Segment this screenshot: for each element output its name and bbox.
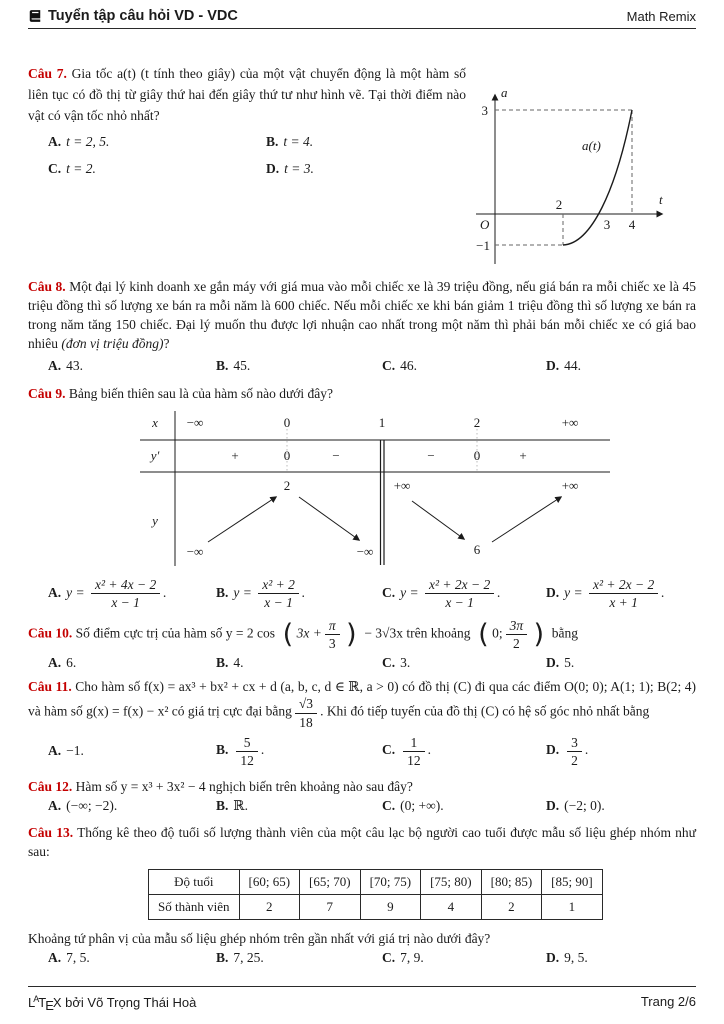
option-label: C.	[382, 584, 396, 600]
option-value: 3.	[400, 655, 411, 671]
vt-y-min: 6	[473, 542, 481, 557]
option-value: 6.	[66, 655, 77, 671]
question-11-paragraph	[28, 677, 696, 729]
table-cell: [70; 75)	[360, 869, 421, 894]
latex-logo: $L^ATEX$	[28, 994, 62, 1013]
vt-y-max: 2	[283, 478, 291, 493]
question-7-options	[28, 134, 466, 177]
vt-yprime-zero: 0	[283, 448, 291, 463]
vt-y-minusinf: −∞	[186, 544, 204, 559]
option-label: B.	[266, 134, 279, 149]
question-13-text: Thống kê theo độ tuổi số lượng thành viên của một câu lạc bộ người cao tuổi được mẫu số liệu ghép nhóm như sau:	[28, 824, 696, 859]
vt-arrow-down	[412, 501, 464, 539]
origin-label: O	[480, 217, 490, 232]
question-11	[28, 677, 696, 767]
option-c	[382, 358, 546, 374]
option-c	[382, 735, 546, 768]
book-icon	[28, 9, 42, 23]
table-cell: 9	[360, 894, 421, 919]
table-cell: Số thành viên	[149, 894, 240, 919]
table-cell: [85; 90]	[542, 869, 603, 894]
vt-y-minusinf: −∞	[356, 544, 374, 559]
option-label: D.	[546, 742, 560, 758]
option-value: 5.	[564, 655, 575, 671]
option-b	[216, 735, 382, 768]
option-a	[48, 655, 216, 671]
question-10	[28, 618, 696, 671]
question-8	[28, 277, 696, 374]
question-13-label: Câu 13.	[28, 824, 74, 840]
option-d	[546, 655, 696, 671]
acceleration-curve	[563, 110, 632, 245]
vt-x-val: +∞	[561, 415, 579, 430]
tick-t3: 3	[603, 217, 611, 232]
vt-x-label: x	[152, 415, 158, 430]
table-cell: [60; 65)	[239, 869, 300, 894]
option-value: (0; +∞).	[400, 797, 444, 813]
page-footer	[28, 986, 696, 1013]
table-cell: 2	[481, 894, 542, 919]
option-c	[382, 655, 546, 671]
table-row-values	[149, 894, 603, 919]
frequency-table	[148, 869, 603, 920]
option-label: C.	[382, 358, 396, 373]
big-paren-open: (	[474, 618, 492, 650]
option-b	[216, 358, 382, 374]
question-12-label: Câu 12.	[28, 778, 73, 794]
question-9-paragraph	[28, 384, 696, 403]
option-value: ℝ.	[233, 797, 248, 813]
option-label: A.	[48, 358, 62, 373]
table-row-header	[149, 869, 603, 894]
vt-yprime-label: y′	[150, 448, 160, 463]
question-8-options	[28, 358, 696, 374]
option-value: 7, 25.	[233, 949, 264, 965]
option-value: $\frac{1}{12}$ .	[400, 742, 431, 757]
option-b	[216, 577, 382, 610]
question-9-text: Bảng biến thiên sau là của hàm số nào dưới đây?	[68, 386, 334, 401]
question-12-options	[28, 798, 696, 814]
option-c	[382, 577, 546, 610]
acceleration-graph	[466, 71, 696, 267]
option-label: B.	[216, 655, 229, 671]
fraction: $\frac{\pi}{3}$	[325, 618, 340, 651]
option-a	[48, 358, 216, 374]
option-label: A.	[48, 743, 62, 759]
question-8-label: Câu 8.	[28, 279, 66, 294]
question-11-options	[28, 735, 696, 768]
footer-credit	[28, 994, 196, 1013]
option-b	[216, 798, 382, 814]
option-label: B.	[216, 797, 229, 813]
option-d	[266, 161, 466, 177]
fraction: $\frac{√3}{18}$	[295, 696, 317, 729]
option-value: t = 2, 5.	[66, 134, 110, 149]
option-label: C.	[382, 742, 396, 758]
q10-inner-1: 3x +	[296, 625, 322, 641]
option-value: y = $\frac{\text{x² + 2x − 2}}{x - 1}$ .	[400, 577, 501, 611]
option-label: C.	[48, 161, 62, 176]
q11-text-1: Cho hàm số f(x) = ax³ + bx² + cx + d (a, b, c, d ∈ ℝ, a > 0) có đồ thị (C) đi qua các điểm O(0; 0); A(1; 1); B(2; 4) và hàm số g(x) = f(x) − x² có giá trị cực đại bằng	[28, 679, 697, 720]
option-c	[382, 798, 546, 814]
option-a	[48, 134, 266, 150]
x-axis-label: t	[659, 192, 663, 207]
table-cell: [80; 85)	[481, 869, 542, 894]
tick-a3: 3	[481, 103, 488, 118]
header-title	[28, 8, 238, 24]
option-label: D.	[546, 949, 560, 965]
option-d	[546, 358, 696, 374]
option-value: y = $\frac{\text{x² + 4x − 2}}{x - 1}$ .	[66, 577, 167, 611]
option-label: C.	[382, 655, 396, 671]
y-axis-label: a	[501, 85, 508, 100]
question-7-text: Gia tốc a(t) (t tính theo giây) của một vật chuyển động là một hàm số liên tục có đồ thị từ giây thứ hai đến giây thứ tư như hình vẽ. Tại thời điểm nào vật có vận tốc nhỏ nhất?	[28, 66, 466, 123]
option-d	[546, 577, 696, 610]
option-a	[48, 798, 216, 814]
vt-x-val: −∞	[186, 415, 204, 430]
question-13-followup: Khoảng tứ phân vị của mẫu số liệu ghép nhóm trên gần nhất với giá trị nào dưới đây?	[28, 930, 491, 946]
question-9-options	[28, 577, 696, 610]
vt-x-val: 0	[283, 415, 291, 430]
vt-y-plusinf: +∞	[561, 478, 579, 493]
page-number: Trang 2/6	[640, 994, 696, 1009]
question-8-text: Một đại lý kinh doanh xe gắn máy với giá mua vào mỗi chiếc xe là 39 triệu đồng, nếu giá bán ra mỗi chiếc xe là 45 triệu đồng thì số lượng xe bán ra mỗi năm là 600 chiếc. Nếu mỗi chiếc xe khi bán giảm 1 triệu đồng thì số lượng xe bán ra trong năm tăng 150 chiếc. Đại lý muốn thu được lợi nhuận cao nhất trong một năm thì phải bán mỗi chiếc xe có giá bao nhiêu	[28, 279, 696, 351]
vt-yprime-zero: 0	[473, 448, 481, 463]
option-label: A.	[48, 134, 62, 149]
vt-yprime-sign: +	[231, 448, 239, 463]
q10-text-2: − 3√3x trên khoảng	[364, 625, 471, 641]
question-7-label: Câu 7.	[28, 66, 67, 81]
option-d	[546, 735, 696, 768]
option-value: (−∞; −2).	[66, 797, 118, 813]
option-label: B.	[216, 584, 229, 600]
question-7-body	[28, 63, 466, 267]
option-label: B.	[216, 358, 229, 373]
option-b	[216, 655, 382, 671]
option-label: B.	[216, 949, 229, 965]
curve-label: a(t)	[582, 138, 601, 153]
option-label: D.	[266, 161, 280, 176]
option-label: B.	[216, 742, 229, 758]
vt-x-val: 1	[378, 415, 386, 430]
big-paren-open: (	[279, 618, 296, 650]
table-cell: 2	[239, 894, 300, 919]
question-8-qmark: ?	[163, 336, 170, 351]
option-value: t = 4.	[283, 134, 314, 149]
footer-credit-text: bởi Võ Trọng Thái Hoà	[61, 995, 197, 1010]
option-value: 43.	[66, 358, 83, 373]
option-label: C.	[382, 797, 396, 813]
variation-table-svg	[140, 409, 612, 569]
option-label: D.	[546, 358, 560, 373]
option-value: 7, 5.	[66, 949, 90, 965]
question-8-paragraph	[28, 277, 696, 353]
option-c	[48, 161, 266, 177]
header-title-text: Tuyển tập câu hỏi VD - VDC	[48, 8, 238, 24]
option-value: 7, 9.	[400, 949, 424, 965]
option-a	[48, 577, 216, 610]
q10-text-3: bằng	[551, 625, 579, 641]
question-10-options	[28, 655, 696, 671]
question-8-note: (đơn vị triệu đồng)	[61, 336, 164, 351]
option-value: $\frac{3}{2}$ .	[564, 742, 588, 757]
option-label: A.	[48, 797, 62, 813]
option-label: A.	[48, 949, 62, 965]
tick-t2: 2	[555, 197, 563, 212]
option-label: A.	[48, 655, 62, 671]
question-7-paragraph	[28, 63, 466, 126]
table-cell: 7	[300, 894, 361, 919]
option-value: t = 3.	[284, 161, 314, 176]
vt-y-label: y	[152, 513, 158, 528]
question-9	[28, 384, 696, 610]
question-7	[28, 63, 696, 267]
q10-text-1: Số điểm cực trị của hàm số y = 2 cos	[75, 625, 276, 641]
option-b	[216, 950, 382, 966]
vt-y-plusinf: +∞	[393, 478, 411, 493]
option-value: 46.	[400, 358, 417, 373]
question-10-paragraph	[28, 618, 696, 651]
table-cell: Độ tuổi	[149, 869, 240, 894]
header-brand: Math Remix	[626, 9, 696, 24]
vt-arrow-up	[208, 497, 276, 542]
option-value: $\frac{5}{12}$ .	[233, 742, 264, 757]
table-cell: [75; 80)	[421, 869, 482, 894]
option-a	[48, 743, 216, 759]
option-value: y = $\frac{\text{x² + 2}}{x - 1}$ .	[233, 577, 306, 611]
page-header	[28, 0, 696, 29]
option-value: 44.	[564, 358, 581, 373]
table-cell: 1	[542, 894, 603, 919]
q10-inner-2: 0;	[492, 625, 503, 641]
question-9-label: Câu 9.	[28, 386, 66, 401]
option-label: D.	[546, 584, 560, 600]
question-13-options	[28, 950, 696, 966]
vt-yprime-sign: +	[519, 448, 527, 463]
vt-arrow-up	[492, 497, 561, 542]
vt-yprime-sign: −	[427, 448, 435, 463]
variation-table	[140, 409, 696, 573]
option-label: D.	[546, 797, 560, 813]
option-label: C.	[382, 949, 396, 965]
tick-a-1: −1	[476, 238, 490, 253]
option-value: y = $\frac{\text{x² + 2x − 2}}{x + 1}$ .	[564, 577, 665, 611]
option-value: −1.	[66, 743, 84, 759]
big-paren-close: )	[531, 618, 548, 650]
q11-text-2: . Khi đó tiếp tuyến của đồ thị (C) có hệ số góc nhỏ nhất bằng	[320, 704, 650, 720]
fraction: $\frac{3\pi}{2}$	[506, 618, 528, 651]
question-12-paragraph	[28, 777, 696, 796]
vt-yprime-sign: −	[332, 448, 340, 463]
vt-arrow-down	[299, 497, 359, 540]
question-12	[28, 777, 696, 814]
option-d	[546, 950, 696, 966]
big-paren-close: )	[343, 618, 360, 650]
option-label: D.	[546, 655, 560, 671]
vt-x-val: 2	[473, 415, 481, 430]
option-value: 9, 5.	[564, 949, 588, 965]
table-cell: 4	[421, 894, 482, 919]
option-d	[546, 798, 696, 814]
option-value: (−2; 0).	[564, 797, 605, 813]
option-a	[48, 950, 216, 966]
option-label: A.	[48, 584, 62, 600]
question-13	[28, 823, 696, 966]
option-c	[382, 950, 546, 966]
question-10-label: Câu 10.	[28, 625, 73, 641]
tick-t4: 4	[628, 217, 636, 232]
option-value: 45.	[233, 358, 251, 373]
option-value: 4.	[233, 655, 244, 671]
question-12-text: Hàm số y = x³ + 3x² − 4 nghịch biến trên khoảng nào sau đây?	[75, 778, 413, 794]
option-value: t = 2.	[66, 161, 96, 176]
question-13-paragraph	[28, 823, 696, 861]
option-b	[266, 134, 466, 150]
question-11-label: Câu 11.	[28, 679, 72, 695]
table-cell: [65; 70)	[300, 869, 361, 894]
